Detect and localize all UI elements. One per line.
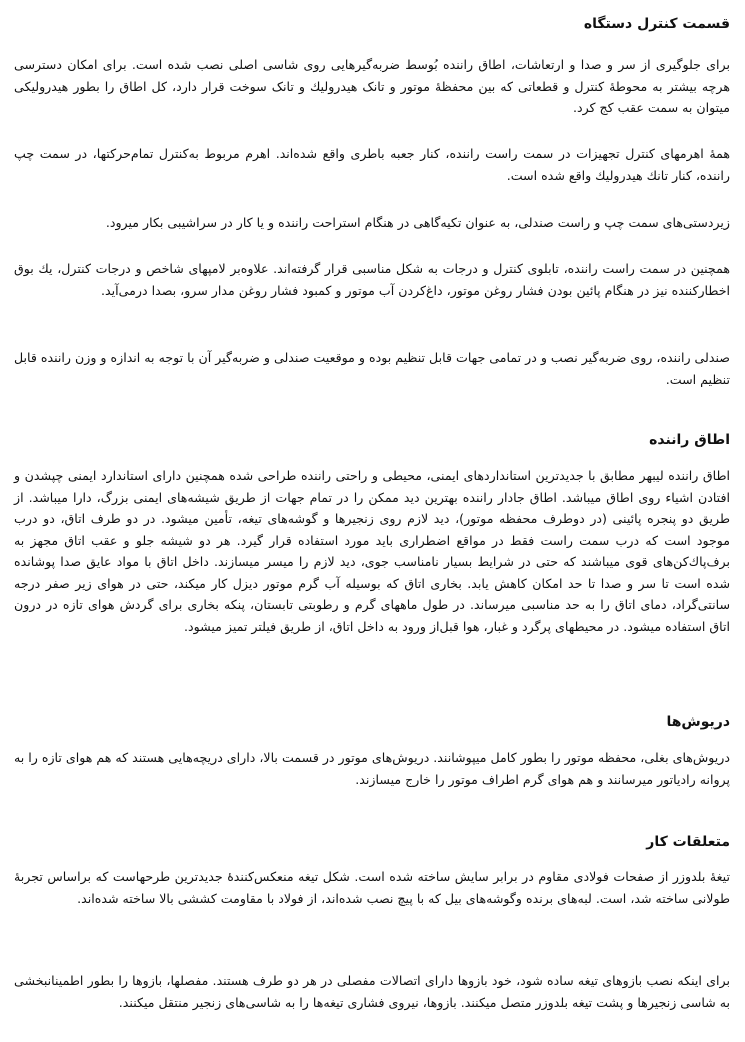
paragraph: تیغهٔ بلدوزر از صفحات فولادی مقاوم در برابر سایش ساخته شده است. شکل تیغه منعکس‌کنندهٔ جدیدترین طرحهاست که براساس تجربهٔ طولانی ساخته شد، است. لبه‌های برنده وگوشه‌های بیل که با پیچ نصب شده‌اند، از فولاد با مقاومت کششی بالا ساخته شده‌اند. <box>14 869 730 906</box>
paragraph: صندلی راننده، روی ضربه‌گیر نصب و در تمامی جهات قابل تنظیم بوده و موقعیت صندلی و ضربه‌گیر آن با توجه به اندازه و وزن راننده قابل تنظیم است. <box>14 350 730 387</box>
paragraph: زیردستی‌های سمت چپ و راست صندلی، به عنوان تکیه‌گاهی در هنگام استراحت راننده و یا کار در سراشیبی بکار میرود. <box>105 215 730 230</box>
section-heading-machine-control: قسمت کنترل دستگاه <box>583 16 730 32</box>
paragraph: برای اینکه نصب بازوهای تیغه ساده شود، خود بازوها دارای اتصالات مفصلی در هر دو طرف هستند. مفصلها، بازوها را بطور اطمینانبخشی به شاسی زنجیرها و پشت تیغه بلدوزر متصل میکنند. بازوها، نیروی فشاری تیغه‌ها را به شاسی‌های زنجیر منتقل میکنند. <box>14 973 730 1010</box>
paragraph: دریوش‌های بغلی، محفظه موتور را بطور کامل میپوشانند. دریوش‌های موتور در قسمت بالا، دارای دریچه‌هایی هستند که هم هوای تازه را به پروانه رادیاتور میرسانند و هم هوای گرم اطراف موتور را خارج میسازند. <box>14 750 730 787</box>
section-heading-hoods: دریوش‌ها <box>666 714 730 730</box>
paragraph: برای جلوگیری از سر و صدا و ارتعاشات، اطاق راننده بُوسط ضربه‌گیرهایی روی شاسی اصلی نصب شده است. برای امکان دسترسی هرچه بیشتر به محوطهٔ کنترل و قطعاتی که بین محفظهٔ موتور و تانک هیدرولیك و تانک سوخت قرار دارد، کل اطاق را بطور هیدرولیکی میتوان به سمت عقب کج کرد. <box>14 57 730 115</box>
document-page <box>12 6 730 1036</box>
section-heading-work-attachments: متعلقات کار <box>646 834 730 850</box>
paragraph: اطاق راننده لیبهر مطابق با جدیدترین استانداردهای ایمنی، محیطی و راحتی راننده طراحی شده همچنین دارای استاندارد ایمنی چپشدن و افتادن اشیاء روی اطاق میباشد. اطاق جادار راننده بهترین دید ممکن را در تمام جهات از طریق شیشه‌های ایمنی بزرگ، دارا میباشد. از طریق دو پنجره پائینی (در دوطرف محفظه موتور)، دید لازم روی زنجیرها و گوشه‌های تیغه، تأمین میشود. در دو طرف اتاق، دو درب موجود است که درب سمت راست فقط در مواقع اضطراری باید مورد استفاده قرار گیرد. هر دو شیشه جلو و عقب اتاق مجهز به برف‌پاك‌کن‌های قوی میباشند که حتی در شرایط بسیار نامناسب جوی، دید لازم را میسر میسازند. داخل اتاق با مواد عایق صدا پوشانده شده است تا سر و صدا تا حد امکان کاهش یابد. بخاری اتاق که بوسیله آب گرم موتور دیزل کار میکند، حتی در هوای زیر صفر درجه سانتی‌گراد، دمای اتاق را به حد مناسبی میرساند. در طول ماههای گرم و رطوبتی تابستان، پنکه بخاری برای گردش هوای تازه در درون اتاق استفاده میشود. در محیطهای پرگرد و غبار، هوا قبل‌از ورود به داخل اتاق، از طریق فیلتر تمیز میشود. <box>14 468 730 634</box>
section-heading-driver-cab: اطاق راننده <box>649 432 730 448</box>
paragraph: همچنین در سمت راست راننده، تابلوی کنترل و درجات به شکل مناسبی قرار گرفته‌اند. علاوه‌بر لامپهای شاخص و درجات کنترل، یك بوق اخطارکننده نیز در هنگام پائین بودن فشار روغن موتور، داغ‌کردن آب موتور و کمبود فشار روغن مدار سرو، بصدا درمی‌آید. <box>14 261 730 298</box>
paragraph: همهٔ اهرمهای کنترل تجهیزات در سمت راست راننده، کنار جعبه باطری واقع شده‌اند. اهرم مربوط به‌کنترل تمام‌حرکتها، در سمت چپ راننده، کنار تانك هیدرولیك واقع شده است. <box>14 146 730 183</box>
